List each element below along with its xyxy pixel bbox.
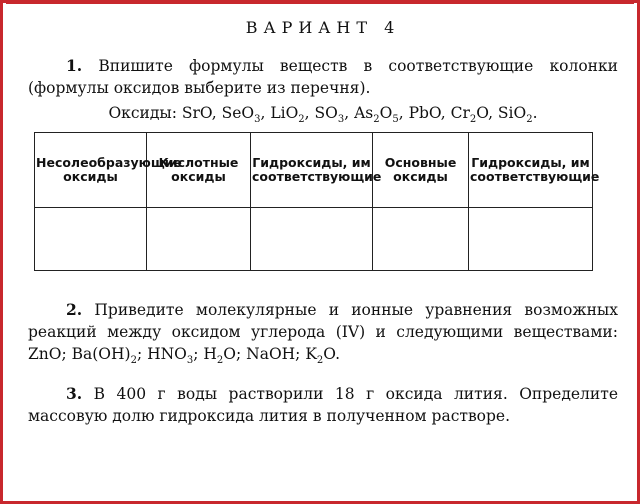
column-header: Основные оксиды (373, 133, 469, 208)
column-header: Несолеобразующие оксиды (35, 133, 147, 208)
table-row (35, 208, 593, 271)
task-1-number: 1. (66, 56, 83, 75)
answer-cell[interactable] (35, 208, 147, 271)
task-2-text: Приведите молекулярные и ионные уравнения возможных реакций между оксидом углерода (IV) и следующими веществами: ZnO; $Ba(OH)_2$; $HNO_3$; $H_2O$; NaOH; $K_2O$. (28, 301, 618, 367)
variant-title: ВАРИАНТ 4 (245, 18, 401, 37)
oxide-formula: PbO (408, 104, 441, 122)
answer-cell[interactable] (147, 208, 251, 271)
oxides-list (28, 102, 618, 124)
oxide-formula: $Cr_2O$ (450, 104, 489, 126)
oxide-formula: SiO$_2$ (497, 104, 533, 126)
answer-cell[interactable] (251, 208, 373, 271)
worksheet (28, 14, 618, 427)
top-rule (6, 2, 634, 8)
answer-table (34, 132, 600, 271)
table-header-row (35, 133, 593, 208)
oxide-formula: SeO$_3$ (221, 104, 261, 126)
column-header: Кислотные оксиды (147, 133, 251, 208)
oxide-formula: LiO$_2$ (270, 104, 305, 126)
task-3-text: В 400 г воды растворили 18 г оксида лития. Определите массовую долю гидроксида лития в полученном растворе. (28, 385, 618, 425)
task-3-number: 3. (66, 384, 83, 403)
answer-cell[interactable] (469, 208, 593, 271)
answer-cell[interactable] (373, 208, 469, 271)
oxide-formula: SrO (181, 104, 212, 122)
column-header: Гидроксиды, им соответствующие (469, 133, 593, 208)
task-2 (28, 299, 618, 365)
oxides-formulas: SrO, SeO$_3$, LiO$_2$, $SO_3$, $As_2O_5$, PbO, $Cr_2O$, SiO$_2$. (181, 104, 538, 126)
task-3 (28, 383, 618, 427)
oxide-formula: $As_2O_5$ (354, 104, 399, 126)
task-1 (28, 55, 618, 99)
oxides-label: Оксиды: (108, 104, 177, 122)
oxide-formula: $SO_3$ (314, 104, 345, 126)
task-1-text: Впишите формулы веществ в соответствующие колонки (формулы оксидов выберите из перечня). (28, 57, 618, 97)
column-header: Гидроксиды, им соответствующие (251, 133, 373, 208)
task-2-number: 2. (66, 300, 83, 319)
